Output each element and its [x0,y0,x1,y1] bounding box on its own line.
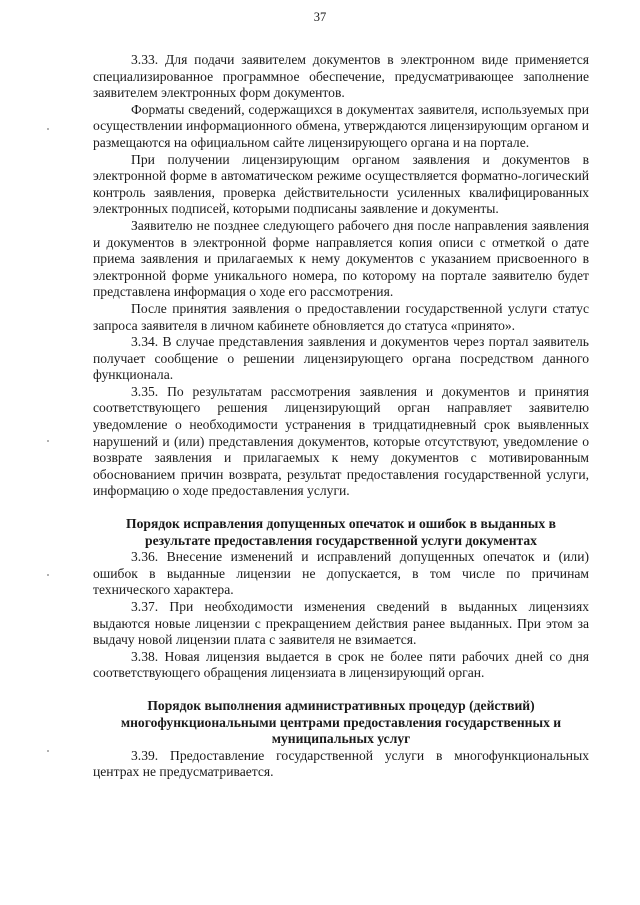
paragraph-format-control: При получении лицензирующим органом заявления и документов в электронной форме в автоматическом режиме осуществляется форматно-логический контроль заявления, проверка действительности усиленных квалифицированных электронных подписей, которыми подписаны заявление и документы. [93,151,589,217]
paragraph-3-37: 3.37. При необходимости изменения сведений в выданных лицензиях выдаются новые лицензии с прекращением действия ранее выданных. При этом за выдачу новой лицензии плата с заявителя не взимается. [93,599,589,648]
page-number: 37 [313,10,327,24]
scan-speck [47,750,49,752]
paragraph-3-39: 3.39. Предоставление государственной услуги в многофункциональных центрах не предусматривается. [93,747,589,780]
paragraph-3-38: 3.38. Новая лицензия выдается в срок не более пяти рабочих дней со дня соответствующего обращения лицензиата в лицензирующий орган. [93,648,589,681]
paragraph-3-36: 3.36. Внесение изменений и исправлений допущенных опечаток и (или) ошибок в выданные лицензии не допускается, в том числе по причинам технического характера. [93,549,589,598]
scan-speck [47,128,49,130]
document-body [93,52,589,781]
paragraph-3-34: 3.34. В случае представления заявления и документов через портал заявитель получает сообщение о решении лицензирующего органа посредством данного функционала. [93,334,589,383]
scan-speck [47,574,49,576]
section-heading-mfc: Порядок выполнения административных процедур (действий) многофункциональными центрами предоставления государственных и муниципальных услуг [120,697,562,747]
paragraph-formats: Форматы сведений, содержащихся в документах заявителя, используемых при осуществлении информационного обмена, утверждаются лицензирующим органом и размещаются на официальном сайте лицензирующего органа и на портале. [93,101,589,150]
scan-speck [47,440,49,442]
paragraph-3-35: 3.35. По результатам рассмотрения заявления и документов и принятия соответствующего решения лицензирующий орган направляет заявителю уведомление о необходимости устранения в тридцатидневный срок выявленных нарушений и (или) представления документов, которые отсутствуют, уведомление о возврате заявления и прилагаемых к нему документов с мотивированным обоснованием причин возврата, результат предоставления государственной услуги, информацию о ходе предоставления услуги. [93,383,589,499]
section-heading-corrections: Порядок исправления допущенных опечаток и ошибок в выданных в результате предоставления государственной услуги документах [126,516,556,548]
paragraph-status-accepted: После принятия заявления о предоставлении государственной услуги статус запроса заявителя в личном кабинете обновляется до статуса «принято». [93,300,589,333]
paragraph-inventory-copy: Заявителю не позднее следующего рабочего дня после направления заявления и документов в электронной форме направляется копия описи с отметкой о дате приема заявления и прилагаемых к нему документов с указанием присвоенного в электронной форме уникального номера, по которому на портале заявителю будет представлена информация о ходе его рассмотрения. [93,217,589,300]
paragraph-3-33: 3.33. Для подачи заявителем документов в электронном виде применяется специализированное программное обеспечение, предусматривающее заполнение заявителем электронных форм документов. [93,52,589,101]
